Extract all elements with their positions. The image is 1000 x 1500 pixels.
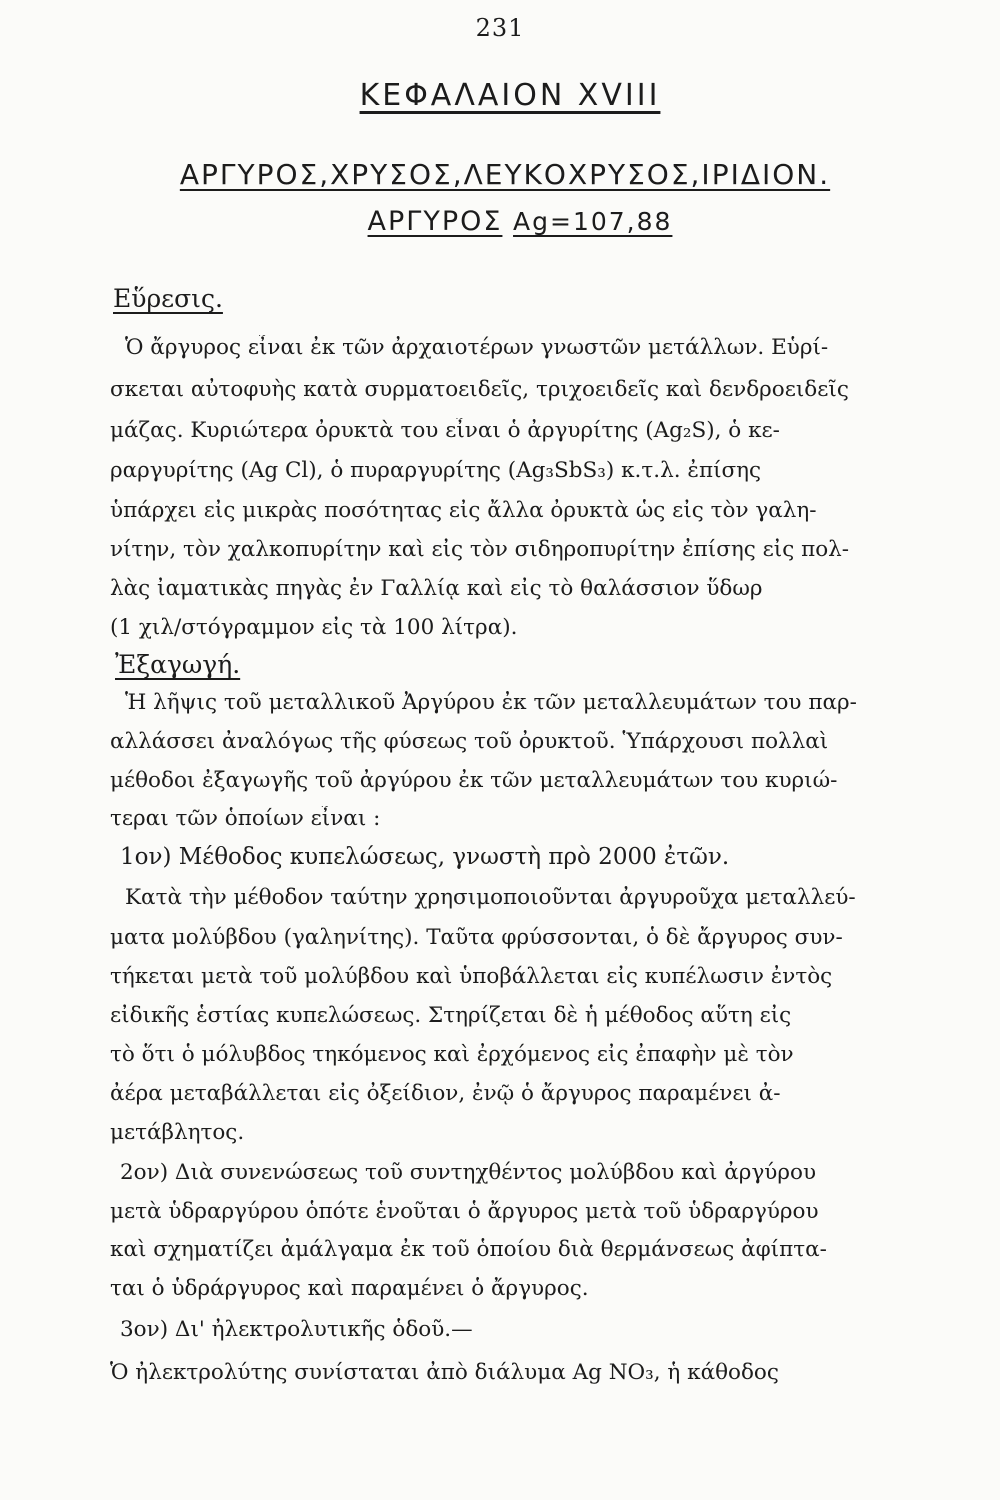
text-line: μετάβλητος. <box>110 1120 245 1145</box>
text-line: Κατὰ τὴν μέθοδον ταύτην χρησιμοποιοῦνται ἀργυροῦχα μεταλλεύ- <box>125 885 856 910</box>
text-line: μετὰ ὑδραργύρου ὁπότε ἑνοῦται ὁ ἄργυρος μετὰ τοῦ ὑδραργύρου <box>110 1199 819 1224</box>
text-line: καὶ σχηματίζει ἀμάλγαμα ἐκ τοῦ ὁποίου διὰ θερμάνσεως ἀφίπτα- <box>110 1237 827 1262</box>
heading-exagogi: Ἐξαγωγή. <box>115 650 241 679</box>
text-line: (1 χιλ/στόγραμμον εἰς τὰ 100 λίτρα). <box>110 615 518 640</box>
section-title-element: ΑΡΓΥΡΟΣ <box>367 206 503 237</box>
text-line: τεραι τῶν ὁποίων εἶναι : <box>110 806 381 831</box>
chapter-title: ΑΡΓΥΡΟΣ,ΧΡΥΣΟΣ,ΛΕΥΚΟΧΡΥΣΟΣ,ΙΡΙΔΙΟΝ. <box>179 158 831 191</box>
method-2-line: 2ον) Διὰ συνενώσεως τοῦ συντηχθέντος μολύβδου καὶ ἀργύρου <box>120 1160 817 1185</box>
text-line: ραργυρίτης (Ag Cl), ὁ πυραργυρίτης (Ag₃SbS₃) κ.τ.λ. ἐπίσης <box>110 458 762 483</box>
text-line: σκεται αὐτοφυὴς κατὰ συρματοειδεῖς, τριχοειδεῖς καὶ δενδροειδεῖς <box>110 377 849 402</box>
text-line: ται ὁ ὑδράργυρος καὶ παραμένει ὁ ἄργυρος. <box>110 1276 589 1301</box>
text-line: λὰς ἰαματικὰς πηγὰς ἐν Γαλλίᾳ καὶ εἰς τὸ θαλάσσιον ὕδωρ <box>110 576 763 601</box>
text-line: εἰδικῆς ἑστίας κυπελώσεως. Στηρίζεται δὲ ἡ μέθοδος αὕτη εἰς <box>110 1003 792 1028</box>
text-line: ματα μολύβδου (γαληνίτης). Ταῦτα φρύσσονται, ὁ δὲ ἄργυρος συν- <box>110 925 843 950</box>
method-3-title: 3ον) Δι' ἠλεκτρολυτικῆς ὁδοῦ.— <box>120 1317 473 1342</box>
text-line: Ἡ λῆψις τοῦ μεταλλικοῦ Ἀργύρου ἐκ τῶν μεταλλευμάτων του παρ- <box>125 690 857 715</box>
method-1-title: 1ον) Μέθοδος κυπελώσεως, γνωστὴ πρὸ 2000 ἐτῶν. <box>120 844 730 870</box>
text-line: Ὁ ἠλεκτρολύτης συνίσταται ἀπὸ διάλυμα Ag NO₃, ἡ κάθοδος <box>110 1360 779 1385</box>
text-line: νίτην, τὸν χαλκοπυρίτην καὶ εἰς τὸν σιδηροπυρίτην ἐπίσης εἰς πολ- <box>110 537 850 562</box>
page-number: 231 <box>475 14 525 42</box>
heading-eyresis: Εὕρεσις. <box>113 284 223 313</box>
text-line: τὸ ὅτι ὁ μόλυβδος τηκόμενος καὶ ἐρχόμενος εἰς ἐπαφὴν μὲ τὸν <box>110 1042 794 1067</box>
text-line: Ὁ ἄργυρος εἶναι ἐκ τῶν ἀρχαιοτέρων γνωστῶν μετάλλων. Εὑρί- <box>125 335 829 360</box>
text-line: μέθοδοι ἐξαγωγῆς τοῦ ἀργύρου ἐκ τῶν μεταλλευμάτων του κυριώ- <box>110 768 838 793</box>
text-line: αλλάσσει ἀναλόγως τῆς φύσεως τοῦ ὀρυκτοῦ. Ὑπάρχουσι πολλαὶ <box>110 729 829 754</box>
text-line: τήκεται μετὰ τοῦ μολύβδου καὶ ὑποβάλλεται εἰς κυπέλωσιν ἐντὸς <box>110 964 833 989</box>
text-line: ἀέρα μεταβάλλεται εἰς ὀξείδιον, ἐνῷ ὁ ἄργυρος παραμένει ἀ- <box>110 1081 781 1106</box>
text-line: μάζας. Κυριώτερα ὀρυκτὰ του εἶναι ὁ ἀργυρίτης (Ag₂S), ὁ κε- <box>110 418 780 443</box>
chapter-heading: ΚΕΦΑΛΑΙΟΝ XVIII <box>359 78 661 113</box>
atomic-weight: Ag=107,88 <box>513 207 673 236</box>
section-title <box>300 206 740 237</box>
text-line: ὑπάρχει εἰς μικρὰς ποσότητας εἰς ἄλλα ὀρυκτὰ ὡς εἰς τὸν γαλη- <box>110 498 817 523</box>
